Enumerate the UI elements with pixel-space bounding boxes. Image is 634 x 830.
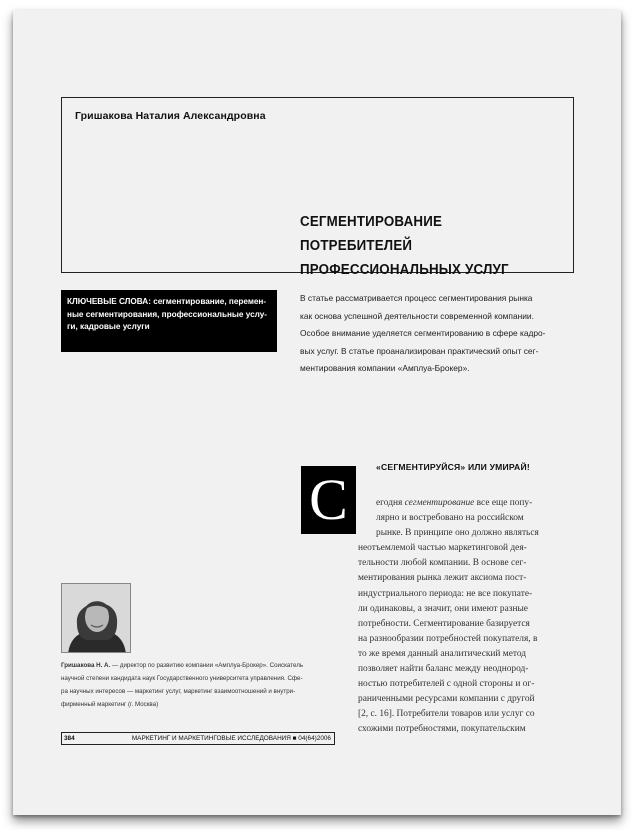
body-line: ментирования рынка лежит аксиома пост- — [358, 573, 527, 584]
article-title — [300, 210, 548, 282]
body-line: раниченными ресурсами компании с другой — [358, 694, 535, 705]
body-line: егодня сегментирование все еще попу- — [376, 498, 533, 508]
abstract-line-1: В статье рассматривается процесс сегментирования рынка — [300, 293, 533, 303]
author-name: Гришакова Наталия Александровна — [75, 110, 266, 122]
author-photo — [61, 583, 131, 653]
abstract-line-2: как основа успешной деятельности современной компании. — [300, 310, 534, 321]
body-line: на разнообразии потребностей покупателя, в — [358, 633, 538, 644]
bio-line-2: научной степени кандидата наук Государственного университета управления. Сфе- — [61, 675, 303, 682]
author-bio — [61, 659, 336, 711]
keywords-line-1: КЛЮЧЕВЫЕ СЛОВА: сегментирование, перемен- — [67, 297, 267, 306]
keywords-line-2: ные сегментирования, профессиональные услу- — [67, 309, 268, 319]
body-line: схожими потребностями, покупательским — [358, 724, 526, 735]
page-footer — [61, 732, 335, 745]
body-line: неотъемлемой частью маркетинговой дея- — [358, 543, 527, 554]
bio-line-4: фирменный маркетинг (г. Москва) — [61, 701, 159, 708]
body-line: тельности любой компании. В основе сег- — [358, 558, 527, 569]
title-line-1: СЕГМЕНТИРОВАНИЕ ПОТРЕБИТЕЛЕЙ — [300, 214, 443, 254]
page-number: 384 — [64, 735, 75, 742]
title-line-2: ПРОФЕССИОНАЛЬНЫХ УСЛУГ — [300, 262, 509, 278]
keywords-box — [61, 290, 277, 352]
bio-text-1: — директор по развитию компании «Амплуа-Брокер». Соискатель — [110, 662, 304, 669]
body-text — [358, 496, 574, 738]
bio-line-3: ра научных интересов — маркетинг услуг, маркетинг взаимоотношений и внутри- — [61, 688, 296, 695]
body-line: лярно и востребовано на российском — [376, 513, 524, 524]
section-heading: «СЕГМЕНТИРУЙСЯ» ИЛИ УМИРАЙ! — [376, 462, 530, 472]
body-line: индустриального периода: не все покупате- — [358, 588, 533, 599]
bio-line-1 — [61, 659, 336, 672]
body-line: [2, с. 16]. Потребители товаров или услуг со — [358, 709, 535, 720]
body-line: позволяет найти баланс между неоднород- — [358, 664, 529, 675]
body-line: рынке. В принципе оно должно являться — [376, 528, 539, 539]
body-line: ностью потребителей с одной стороны и ог- — [358, 679, 535, 690]
keywords-line-3: ги, кадровые услуги — [67, 322, 150, 331]
drop-cap: С — [301, 466, 356, 534]
abstract-line-5: ментирования компании «Амплуа-Брокер». — [300, 363, 470, 373]
abstract-line-4: вых услуг. В статье проанализирован практический опыт сег- — [300, 345, 539, 356]
body-line: потребности. Сегментирование базируется — [358, 618, 530, 629]
abstract-line-3: Особое внимание уделяется сегментированию в сфере кадро- — [300, 328, 546, 338]
bio-name: Гришакова Н. А. — [61, 662, 111, 669]
body-line: то же время данный аналитический метод — [358, 648, 527, 659]
abstract — [300, 290, 574, 378]
body-line: ли одинаковы, а значит, они имеют разные — [358, 603, 528, 614]
journal-name: МАРКЕТИНГ И МАРКЕТИНГОВЫЕ ИССЛЕДОВАНИЯ ■ 04(64)2006 — [131, 735, 331, 742]
